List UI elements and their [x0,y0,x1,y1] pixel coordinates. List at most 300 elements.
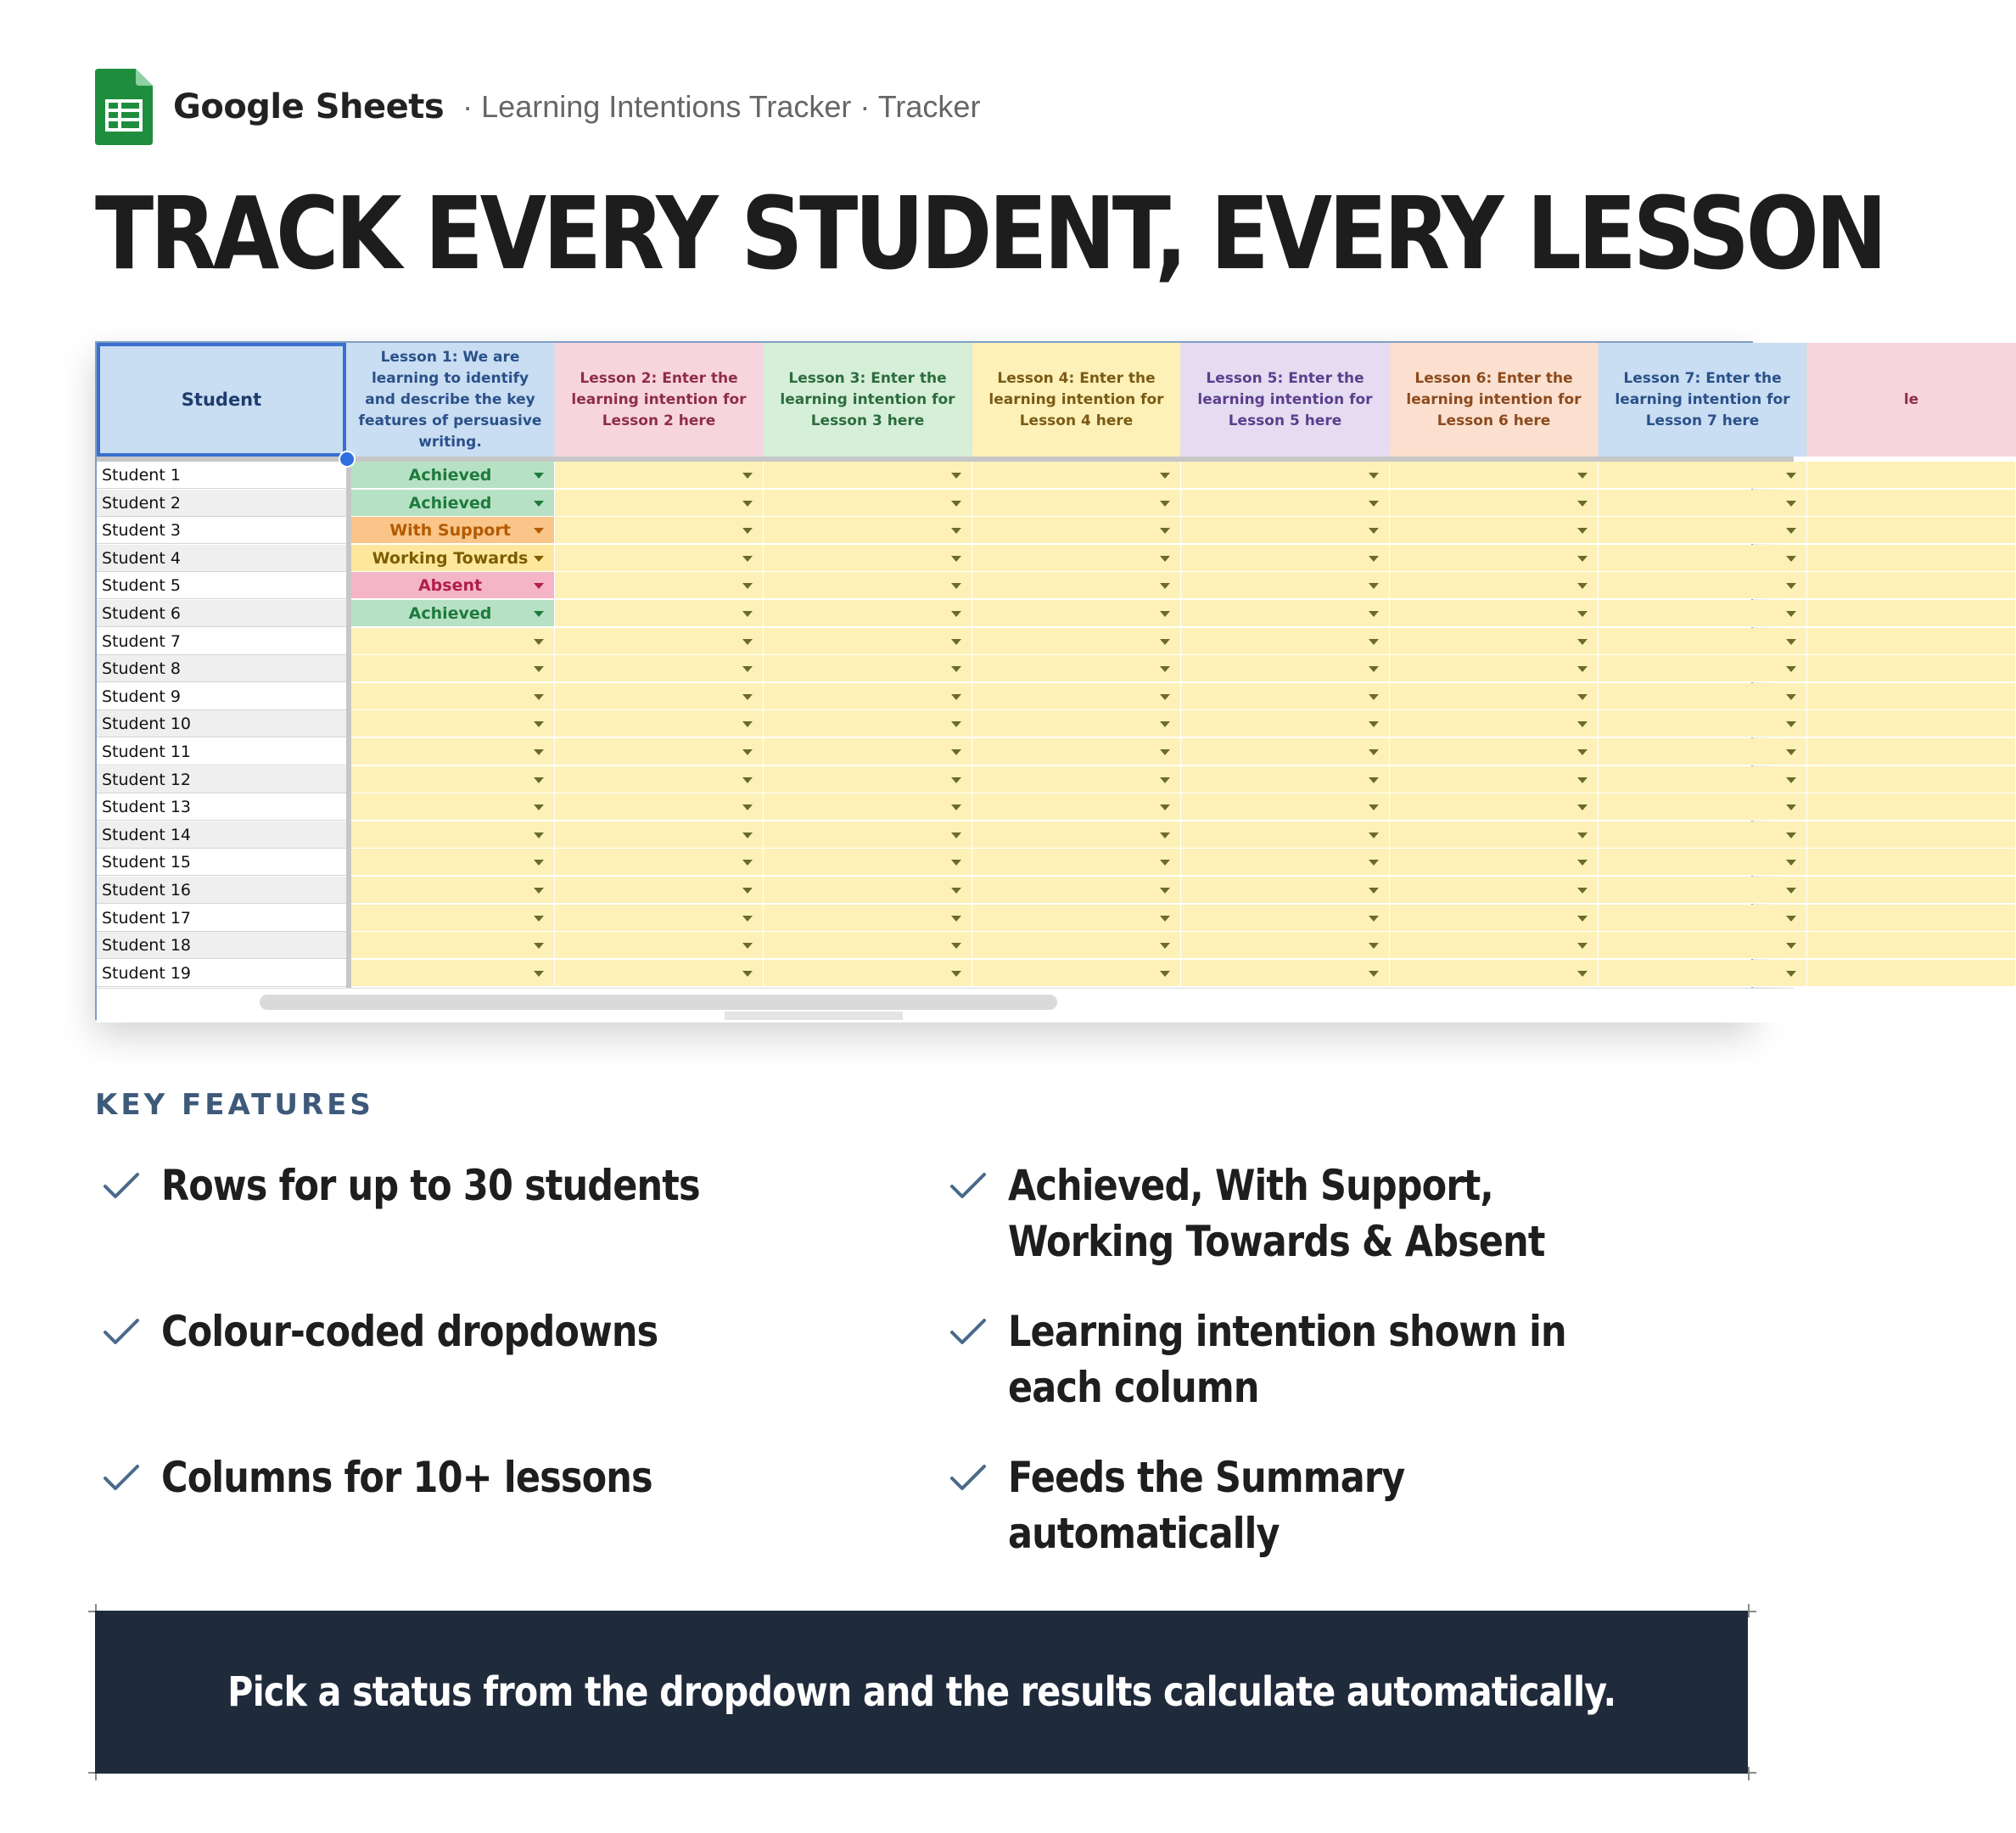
status-dropdown-cell[interactable] [972,793,1181,821]
status-dropdown-cell[interactable] [1599,462,1807,489]
student-name-cell[interactable]: Student 16 [97,877,346,904]
status-dropdown-cell[interactable] [1181,849,1390,876]
status-dropdown-cell[interactable] [972,628,1181,655]
status-dropdown-cell[interactable] [1599,793,1807,821]
status-dropdown-cell[interactable] [555,517,764,544]
status-dropdown-cell[interactable] [1390,738,1599,765]
dropdown-arrow-icon[interactable] [534,721,544,727]
status-dropdown-cell[interactable] [555,960,764,987]
dropdown-arrow-icon[interactable] [1577,777,1588,783]
status-dropdown-cell[interactable] [1390,877,1599,904]
lesson-column-header[interactable]: Lesson 6: Enter the learning intention for Lesson 6 here [1390,343,1599,457]
dropdown-arrow-icon[interactable] [1786,583,1796,589]
dropdown-arrow-icon[interactable] [1577,639,1588,645]
dropdown-arrow-icon[interactable] [1786,777,1796,783]
lesson-column-header[interactable]: Lesson 5: Enter the learning intention for Lesson 5 here [1181,343,1390,457]
dropdown-arrow-icon[interactable] [1577,832,1588,838]
status-dropdown-cell[interactable] [764,655,972,682]
student-name-cell[interactable]: Student 14 [97,821,346,849]
status-dropdown-cell[interactable] [972,517,1181,544]
dropdown-arrow-icon[interactable] [951,473,961,479]
dropdown-arrow-icon[interactable] [1160,639,1170,645]
status-dropdown-cell[interactable] [972,960,1181,987]
status-dropdown-cell[interactable] [1807,793,2016,821]
status-dropdown-cell[interactable] [972,545,1181,572]
status-dropdown-cell[interactable] [346,849,555,876]
status-dropdown-cell[interactable] [1181,960,1390,987]
status-dropdown-cell[interactable] [346,462,555,489]
status-dropdown-cell[interactable] [764,877,972,904]
student-name-cell[interactable]: Student 13 [97,793,346,821]
dropdown-arrow-icon[interactable] [951,971,961,977]
status-dropdown-cell[interactable] [1807,628,2016,655]
status-dropdown-cell[interactable] [1390,932,1599,959]
dropdown-arrow-icon[interactable] [1160,943,1170,949]
student-name-cell[interactable]: Student 17 [97,905,346,932]
student-name-cell[interactable]: Student 11 [97,738,346,765]
dropdown-arrow-icon[interactable] [951,666,961,672]
dropdown-arrow-icon[interactable] [951,556,961,562]
dropdown-arrow-icon[interactable] [1786,694,1796,700]
status-dropdown-cell[interactable] [1807,655,2016,682]
status-dropdown-cell[interactable] [972,877,1181,904]
status-dropdown-cell[interactable] [555,462,764,489]
student-name-cell[interactable]: Student 6 [97,600,346,627]
status-dropdown-cell[interactable] [764,821,972,849]
dropdown-arrow-icon[interactable] [1786,666,1796,672]
status-dropdown-cell[interactable] [972,766,1181,793]
status-dropdown-cell[interactable] [1807,738,2016,765]
status-dropdown-cell[interactable] [764,710,972,737]
dropdown-arrow-icon[interactable] [1369,749,1379,755]
dropdown-arrow-icon[interactable] [951,832,961,838]
status-dropdown-cell[interactable] [346,600,555,627]
dropdown-arrow-icon[interactable] [1577,473,1588,479]
dropdown-arrow-icon[interactable] [742,473,753,479]
dropdown-arrow-icon[interactable] [1577,556,1588,562]
status-dropdown-cell[interactable] [555,628,764,655]
status-dropdown-cell[interactable] [1599,600,1807,627]
dropdown-arrow-icon[interactable] [742,777,753,783]
dropdown-arrow-icon[interactable] [1369,611,1379,617]
dropdown-arrow-icon[interactable] [1369,916,1379,922]
status-dropdown-cell[interactable] [1181,517,1390,544]
dropdown-arrow-icon[interactable] [742,721,753,727]
status-dropdown-cell[interactable] [764,490,972,517]
dropdown-arrow-icon[interactable] [1577,943,1588,949]
status-dropdown-cell[interactable] [1599,932,1807,959]
status-dropdown-cell[interactable] [346,572,555,599]
status-dropdown-cell[interactable] [1807,905,2016,932]
status-dropdown-cell[interactable] [1599,628,1807,655]
status-dropdown-cell[interactable] [1807,849,2016,876]
status-dropdown-cell[interactable] [346,683,555,710]
student-column-header[interactable]: Student [97,343,346,457]
dropdown-arrow-icon[interactable] [1369,501,1379,507]
student-name-cell[interactable]: Student 8 [97,655,346,682]
dropdown-arrow-icon[interactable] [534,583,544,589]
status-dropdown-cell[interactable] [1599,905,1807,932]
student-name-cell[interactable]: Student 7 [97,628,346,655]
status-dropdown-cell[interactable] [1599,490,1807,517]
status-dropdown-cell[interactable] [346,545,555,572]
dropdown-arrow-icon[interactable] [1577,528,1588,534]
status-dropdown-cell[interactable] [1807,545,2016,572]
lesson-column-header[interactable]: Lesson 1: We are learning to identify and describe the key features of persuasive writing. [346,343,555,457]
status-dropdown-cell[interactable] [764,628,972,655]
status-dropdown-cell[interactable] [1181,545,1390,572]
dropdown-arrow-icon[interactable] [742,556,753,562]
dropdown-arrow-icon[interactable] [1369,860,1379,866]
dropdown-arrow-icon[interactable] [1369,971,1379,977]
dropdown-arrow-icon[interactable] [1160,888,1170,894]
dropdown-arrow-icon[interactable] [742,666,753,672]
status-dropdown-cell[interactable] [1599,877,1807,904]
dropdown-arrow-icon[interactable] [951,611,961,617]
status-dropdown-cell[interactable] [1390,683,1599,710]
dropdown-arrow-icon[interactable] [951,639,961,645]
status-dropdown-cell[interactable] [555,572,764,599]
status-dropdown-cell[interactable] [764,600,972,627]
status-dropdown-cell[interactable] [764,932,972,959]
status-dropdown-cell[interactable] [555,655,764,682]
student-name-cell[interactable]: Student 10 [97,710,346,737]
status-dropdown-cell[interactable] [972,655,1181,682]
selection-handle[interactable] [339,451,356,468]
dropdown-arrow-icon[interactable] [1786,501,1796,507]
dropdown-arrow-icon[interactable] [742,611,753,617]
dropdown-arrow-icon[interactable] [1786,639,1796,645]
dropdown-arrow-icon[interactable] [534,694,544,700]
status-dropdown-cell[interactable] [764,960,972,987]
status-dropdown-cell[interactable] [1181,628,1390,655]
status-dropdown-cell[interactable] [1807,490,2016,517]
dropdown-arrow-icon[interactable] [534,916,544,922]
dropdown-arrow-icon[interactable] [742,971,753,977]
status-dropdown-cell[interactable] [764,572,972,599]
status-dropdown-cell[interactable] [1390,960,1599,987]
dropdown-arrow-icon[interactable] [1786,832,1796,838]
student-name-cell[interactable]: Student 9 [97,683,346,710]
status-dropdown-cell[interactable] [346,628,555,655]
dropdown-arrow-icon[interactable] [1577,888,1588,894]
status-dropdown-cell[interactable] [1807,877,2016,904]
status-dropdown-cell[interactable] [1390,905,1599,932]
status-dropdown-cell[interactable] [1807,517,2016,544]
dropdown-arrow-icon[interactable] [1577,916,1588,922]
dropdown-arrow-icon[interactable] [1160,777,1170,783]
status-dropdown-cell[interactable] [1181,766,1390,793]
status-dropdown-cell[interactable] [764,545,972,572]
status-dropdown-cell[interactable] [346,905,555,932]
dropdown-arrow-icon[interactable] [1577,694,1588,700]
dropdown-arrow-icon[interactable] [742,528,753,534]
dropdown-arrow-icon[interactable] [534,943,544,949]
status-dropdown-cell[interactable] [1390,628,1599,655]
dropdown-arrow-icon[interactable] [1577,721,1588,727]
student-name-cell[interactable]: Student 12 [97,766,346,793]
status-dropdown-cell[interactable] [1807,683,2016,710]
status-dropdown-cell[interactable] [972,710,1181,737]
dropdown-arrow-icon[interactable] [1786,721,1796,727]
status-dropdown-cell[interactable] [1181,462,1390,489]
status-dropdown-cell[interactable] [972,738,1181,765]
dropdown-arrow-icon[interactable] [534,556,544,562]
status-dropdown-cell[interactable] [346,710,555,737]
dropdown-arrow-icon[interactable] [951,501,961,507]
status-dropdown-cell[interactable] [555,600,764,627]
status-dropdown-cell[interactable] [1599,960,1807,987]
status-dropdown-cell[interactable] [346,793,555,821]
status-dropdown-cell[interactable] [1181,932,1390,959]
dropdown-arrow-icon[interactable] [742,916,753,922]
dropdown-arrow-icon[interactable] [1786,528,1796,534]
horizontal-scrollbar[interactable] [260,995,1057,1010]
status-dropdown-cell[interactable] [764,683,972,710]
student-name-cell[interactable]: Student 19 [97,960,346,987]
lesson-column-header[interactable]: Lesson 4: Enter the learning intention for Lesson 4 here [972,343,1181,457]
status-dropdown-cell[interactable] [972,600,1181,627]
status-dropdown-cell[interactable] [764,517,972,544]
status-dropdown-cell[interactable] [1599,572,1807,599]
dropdown-arrow-icon[interactable] [534,804,544,810]
dropdown-arrow-icon[interactable] [951,888,961,894]
dropdown-arrow-icon[interactable] [534,777,544,783]
dropdown-arrow-icon[interactable] [1160,749,1170,755]
status-dropdown-cell[interactable] [555,738,764,765]
status-dropdown-cell[interactable] [1599,766,1807,793]
status-dropdown-cell[interactable] [1599,545,1807,572]
dropdown-arrow-icon[interactable] [1577,804,1588,810]
dropdown-arrow-icon[interactable] [534,971,544,977]
status-dropdown-cell[interactable] [1599,655,1807,682]
dropdown-arrow-icon[interactable] [1369,694,1379,700]
dropdown-arrow-icon[interactable] [742,501,753,507]
dropdown-arrow-icon[interactable] [951,916,961,922]
dropdown-arrow-icon[interactable] [742,832,753,838]
lesson-column-header[interactable]: Lesson 2: Enter the learning intention for Lesson 2 here [555,343,764,457]
dropdown-arrow-icon[interactable] [1786,916,1796,922]
dropdown-arrow-icon[interactable] [534,611,544,617]
dropdown-arrow-icon[interactable] [1369,583,1379,589]
dropdown-arrow-icon[interactable] [1577,611,1588,617]
status-dropdown-cell[interactable] [1390,545,1599,572]
status-dropdown-cell[interactable] [1807,960,2016,987]
dropdown-arrow-icon[interactable] [742,749,753,755]
status-dropdown-cell[interactable] [1390,517,1599,544]
status-dropdown-cell[interactable] [346,738,555,765]
dropdown-arrow-icon[interactable] [534,832,544,838]
dropdown-arrow-icon[interactable] [1577,501,1588,507]
dropdown-arrow-icon[interactable] [742,888,753,894]
dropdown-arrow-icon[interactable] [1369,832,1379,838]
status-dropdown-cell[interactable] [1181,738,1390,765]
dropdown-arrow-icon[interactable] [951,694,961,700]
status-dropdown-cell[interactable] [972,490,1181,517]
dropdown-arrow-icon[interactable] [1369,888,1379,894]
dropdown-arrow-icon[interactable] [1577,749,1588,755]
dropdown-arrow-icon[interactable] [1786,749,1796,755]
lesson-column-header[interactable]: le [1807,343,2016,457]
student-name-cell[interactable]: Student 5 [97,572,346,599]
status-dropdown-cell[interactable] [555,821,764,849]
status-dropdown-cell[interactable] [1181,572,1390,599]
status-dropdown-cell[interactable] [555,710,764,737]
status-dropdown-cell[interactable] [1390,572,1599,599]
dropdown-arrow-icon[interactable] [534,860,544,866]
status-dropdown-cell[interactable] [972,932,1181,959]
status-dropdown-cell[interactable] [1807,821,2016,849]
student-name-cell[interactable]: Student 3 [97,517,346,544]
dropdown-arrow-icon[interactable] [951,860,961,866]
dropdown-arrow-icon[interactable] [742,804,753,810]
status-dropdown-cell[interactable] [1181,683,1390,710]
status-dropdown-cell[interactable] [346,490,555,517]
dropdown-arrow-icon[interactable] [534,473,544,479]
status-dropdown-cell[interactable] [1181,905,1390,932]
status-dropdown-cell[interactable] [1390,849,1599,876]
status-dropdown-cell[interactable] [1599,683,1807,710]
status-dropdown-cell[interactable] [764,462,972,489]
status-dropdown-cell[interactable] [972,849,1181,876]
dropdown-arrow-icon[interactable] [951,777,961,783]
status-dropdown-cell[interactable] [1807,766,2016,793]
dropdown-arrow-icon[interactable] [1577,971,1588,977]
status-dropdown-cell[interactable] [555,877,764,904]
status-dropdown-cell[interactable] [1807,600,2016,627]
status-dropdown-cell[interactable] [1807,710,2016,737]
dropdown-arrow-icon[interactable] [1369,777,1379,783]
status-dropdown-cell[interactable] [555,905,764,932]
dropdown-arrow-icon[interactable] [1786,473,1796,479]
dropdown-arrow-icon[interactable] [1786,943,1796,949]
dropdown-arrow-icon[interactable] [742,694,753,700]
status-dropdown-cell[interactable] [1599,738,1807,765]
status-dropdown-cell[interactable] [764,738,972,765]
dropdown-arrow-icon[interactable] [1786,860,1796,866]
status-dropdown-cell[interactable] [1181,600,1390,627]
dropdown-arrow-icon[interactable] [1786,971,1796,977]
status-dropdown-cell[interactable] [764,905,972,932]
dropdown-arrow-icon[interactable] [534,639,544,645]
lesson-column-header[interactable]: Lesson 7: Enter the learning intention for Lesson 7 here [1599,343,1807,457]
status-dropdown-cell[interactable] [1181,877,1390,904]
status-dropdown-cell[interactable] [555,849,764,876]
status-dropdown-cell[interactable] [1390,600,1599,627]
dropdown-arrow-icon[interactable] [534,501,544,507]
status-dropdown-cell[interactable] [1390,462,1599,489]
dropdown-arrow-icon[interactable] [1369,721,1379,727]
dropdown-arrow-icon[interactable] [742,943,753,949]
status-dropdown-cell[interactable] [764,849,972,876]
dropdown-arrow-icon[interactable] [1577,666,1588,672]
student-name-cell[interactable]: Student 4 [97,545,346,572]
dropdown-arrow-icon[interactable] [1786,804,1796,810]
status-dropdown-cell[interactable] [555,932,764,959]
dropdown-arrow-icon[interactable] [1369,473,1379,479]
dropdown-arrow-icon[interactable] [1160,804,1170,810]
dropdown-arrow-icon[interactable] [1160,501,1170,507]
status-dropdown-cell[interactable] [1599,710,1807,737]
status-dropdown-cell[interactable] [346,877,555,904]
dropdown-arrow-icon[interactable] [951,749,961,755]
status-dropdown-cell[interactable] [1390,710,1599,737]
status-dropdown-cell[interactable] [1390,821,1599,849]
dropdown-arrow-icon[interactable] [742,860,753,866]
status-dropdown-cell[interactable] [764,766,972,793]
dropdown-arrow-icon[interactable] [1369,528,1379,534]
dropdown-arrow-icon[interactable] [1369,666,1379,672]
dropdown-arrow-icon[interactable] [1369,639,1379,645]
status-dropdown-cell[interactable] [555,490,764,517]
dropdown-arrow-icon[interactable] [534,528,544,534]
dropdown-arrow-icon[interactable] [1786,556,1796,562]
dropdown-arrow-icon[interactable] [1160,583,1170,589]
status-dropdown-cell[interactable] [1599,821,1807,849]
status-dropdown-cell[interactable] [555,545,764,572]
dropdown-arrow-icon[interactable] [534,888,544,894]
dropdown-arrow-icon[interactable] [1160,971,1170,977]
status-dropdown-cell[interactable] [555,683,764,710]
dropdown-arrow-icon[interactable] [1160,473,1170,479]
status-dropdown-cell[interactable] [346,960,555,987]
dropdown-arrow-icon[interactable] [1786,611,1796,617]
student-name-cell[interactable]: Student 18 [97,932,346,959]
dropdown-arrow-icon[interactable] [1160,916,1170,922]
dropdown-arrow-icon[interactable] [534,666,544,672]
status-dropdown-cell[interactable] [1181,710,1390,737]
status-dropdown-cell[interactable] [1181,793,1390,821]
status-dropdown-cell[interactable] [972,572,1181,599]
status-dropdown-cell[interactable] [1390,490,1599,517]
status-dropdown-cell[interactable] [346,655,555,682]
dropdown-arrow-icon[interactable] [1160,528,1170,534]
dropdown-arrow-icon[interactable] [1160,832,1170,838]
dropdown-arrow-icon[interactable] [742,639,753,645]
dropdown-arrow-icon[interactable] [951,583,961,589]
dropdown-arrow-icon[interactable] [1577,583,1588,589]
dropdown-arrow-icon[interactable] [1160,666,1170,672]
dropdown-arrow-icon[interactable] [951,721,961,727]
dropdown-arrow-icon[interactable] [1369,943,1379,949]
status-dropdown-cell[interactable] [1599,849,1807,876]
status-dropdown-cell[interactable] [346,766,555,793]
dropdown-arrow-icon[interactable] [742,583,753,589]
status-dropdown-cell[interactable] [1599,517,1807,544]
student-name-cell[interactable]: Student 15 [97,849,346,876]
student-name-cell[interactable]: Student 1 [97,462,346,489]
status-dropdown-cell[interactable] [1390,655,1599,682]
status-dropdown-cell[interactable] [346,517,555,544]
dropdown-arrow-icon[interactable] [1160,860,1170,866]
status-dropdown-cell[interactable] [972,462,1181,489]
status-dropdown-cell[interactable] [1807,932,2016,959]
dropdown-arrow-icon[interactable] [1577,860,1588,866]
dropdown-arrow-icon[interactable] [1160,721,1170,727]
dropdown-arrow-icon[interactable] [1786,888,1796,894]
status-dropdown-cell[interactable] [555,793,764,821]
student-name-cell[interactable]: Student 2 [97,490,346,517]
status-dropdown-cell[interactable] [972,683,1181,710]
status-dropdown-cell[interactable] [1181,821,1390,849]
status-dropdown-cell[interactable] [346,821,555,849]
dropdown-arrow-icon[interactable] [1369,804,1379,810]
status-dropdown-cell[interactable] [1181,655,1390,682]
lesson-column-header[interactable]: Lesson 3: Enter the learning intention for Lesson 3 here [764,343,972,457]
status-dropdown-cell[interactable] [972,905,1181,932]
status-dropdown-cell[interactable] [1807,462,2016,489]
dropdown-arrow-icon[interactable] [534,749,544,755]
